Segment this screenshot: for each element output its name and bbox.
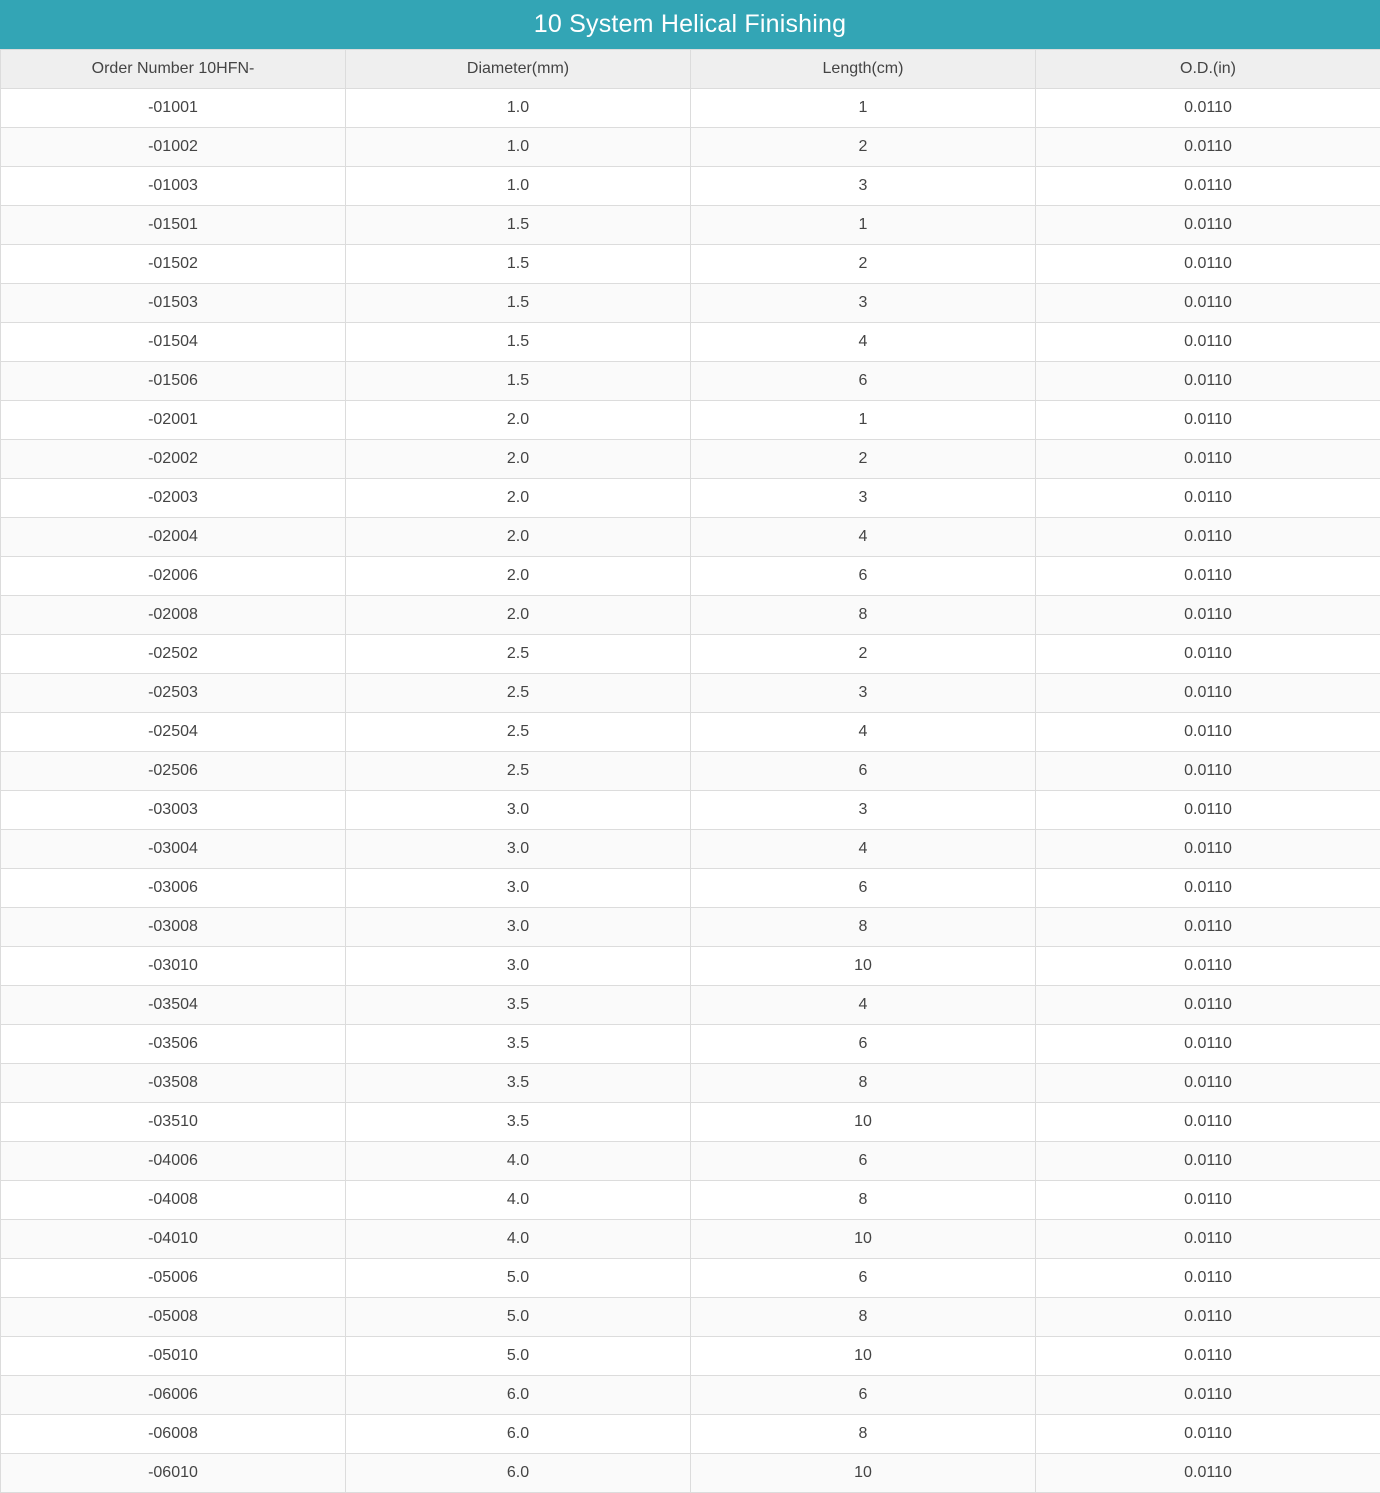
table-row [1, 440, 1380, 479]
order-number-cell: -03004 [1, 830, 346, 869]
table-row [1, 557, 1380, 596]
table-row [1, 674, 1380, 713]
od-cell: 0.0110 [1036, 596, 1380, 635]
table-row [1, 1064, 1380, 1103]
diameter-cell: 2.0 [346, 479, 691, 518]
table-row [1, 791, 1380, 830]
diameter-cell: 3.5 [346, 1103, 691, 1142]
diameter-cell: 6.0 [346, 1415, 691, 1454]
length-cell: 10 [691, 947, 1036, 986]
order-number-cell: -06008 [1, 1415, 346, 1454]
od-cell: 0.0110 [1036, 128, 1380, 167]
od-cell: 0.0110 [1036, 674, 1380, 713]
order-number-cell: -03003 [1, 791, 346, 830]
od-cell: 0.0110 [1036, 947, 1380, 986]
diameter-cell: 1.5 [346, 206, 691, 245]
table-row [1, 1454, 1380, 1493]
diameter-cell: 3.0 [346, 947, 691, 986]
od-cell: 0.0110 [1036, 401, 1380, 440]
order-number-cell: -04006 [1, 1142, 346, 1181]
length-cell: 6 [691, 557, 1036, 596]
order-number-cell: -04010 [1, 1220, 346, 1259]
length-cell: 6 [691, 869, 1036, 908]
od-cell: 0.0110 [1036, 440, 1380, 479]
column-header-order-number: Order Number 10HFN- [1, 50, 346, 89]
diameter-cell: 1.5 [346, 323, 691, 362]
od-cell: 0.0110 [1036, 557, 1380, 596]
table-row [1, 167, 1380, 206]
od-cell: 0.0110 [1036, 908, 1380, 947]
length-cell: 2 [691, 635, 1036, 674]
od-cell: 0.0110 [1036, 830, 1380, 869]
length-cell: 3 [691, 167, 1036, 206]
order-number-cell: -02506 [1, 752, 346, 791]
order-number-cell: -05010 [1, 1337, 346, 1376]
diameter-cell: 1.5 [346, 245, 691, 284]
table-row [1, 479, 1380, 518]
diameter-cell: 2.0 [346, 557, 691, 596]
order-number-cell: -03006 [1, 869, 346, 908]
od-cell: 0.0110 [1036, 1103, 1380, 1142]
order-number-cell: -03510 [1, 1103, 346, 1142]
order-number-cell: -01003 [1, 167, 346, 206]
length-cell: 2 [691, 245, 1036, 284]
od-cell: 0.0110 [1036, 479, 1380, 518]
length-cell: 3 [691, 284, 1036, 323]
od-cell: 0.0110 [1036, 1025, 1380, 1064]
od-cell: 0.0110 [1036, 1181, 1380, 1220]
length-cell: 4 [691, 518, 1036, 557]
diameter-cell: 2.0 [346, 401, 691, 440]
length-cell: 6 [691, 362, 1036, 401]
diameter-cell: 3.5 [346, 1064, 691, 1103]
length-cell: 2 [691, 440, 1036, 479]
table-row [1, 869, 1380, 908]
od-cell: 0.0110 [1036, 1376, 1380, 1415]
od-cell: 0.0110 [1036, 323, 1380, 362]
table-body [1, 89, 1380, 1493]
diameter-cell: 1.0 [346, 167, 691, 206]
order-number-cell: -01502 [1, 245, 346, 284]
diameter-cell: 3.0 [346, 908, 691, 947]
order-number-cell: -03506 [1, 1025, 346, 1064]
table-row [1, 323, 1380, 362]
diameter-cell: 1.0 [346, 89, 691, 128]
table-row [1, 518, 1380, 557]
od-cell: 0.0110 [1036, 1142, 1380, 1181]
table-row [1, 752, 1380, 791]
table-row [1, 713, 1380, 752]
diameter-cell: 1.5 [346, 362, 691, 401]
od-cell: 0.0110 [1036, 1337, 1380, 1376]
length-cell: 1 [691, 206, 1036, 245]
table-row [1, 1025, 1380, 1064]
diameter-cell: 3.5 [346, 986, 691, 1025]
table-row [1, 284, 1380, 323]
order-number-cell: -03508 [1, 1064, 346, 1103]
column-header-length: Length(cm) [691, 50, 1036, 89]
diameter-cell: 2.5 [346, 674, 691, 713]
diameter-cell: 3.0 [346, 830, 691, 869]
table-row [1, 362, 1380, 401]
table-row [1, 830, 1380, 869]
length-cell: 8 [691, 1298, 1036, 1337]
order-number-cell: -04008 [1, 1181, 346, 1220]
od-cell: 0.0110 [1036, 245, 1380, 284]
order-number-cell: -02004 [1, 518, 346, 557]
length-cell: 3 [691, 791, 1036, 830]
od-cell: 0.0110 [1036, 1298, 1380, 1337]
length-cell: 8 [691, 1064, 1036, 1103]
table-row [1, 1337, 1380, 1376]
table-row [1, 986, 1380, 1025]
length-cell: 8 [691, 1181, 1036, 1220]
table-row [1, 947, 1380, 986]
od-cell: 0.0110 [1036, 362, 1380, 401]
order-number-cell: -06010 [1, 1454, 346, 1493]
order-number-cell: -01503 [1, 284, 346, 323]
diameter-cell: 2.0 [346, 596, 691, 635]
length-cell: 4 [691, 830, 1036, 869]
od-cell: 0.0110 [1036, 284, 1380, 323]
table-header [1, 50, 1380, 89]
diameter-cell: 2.5 [346, 752, 691, 791]
order-number-cell: -01501 [1, 206, 346, 245]
length-cell: 10 [691, 1454, 1036, 1493]
length-cell: 6 [691, 1142, 1036, 1181]
diameter-cell: 4.0 [346, 1181, 691, 1220]
table-row [1, 89, 1380, 128]
table-row [1, 206, 1380, 245]
diameter-cell: 5.0 [346, 1337, 691, 1376]
table-row [1, 401, 1380, 440]
table-title: 10 System Helical Finishing [0, 0, 1380, 49]
diameter-cell: 5.0 [346, 1298, 691, 1337]
od-cell: 0.0110 [1036, 752, 1380, 791]
order-number-cell: -01002 [1, 128, 346, 167]
length-cell: 8 [691, 1415, 1036, 1454]
order-number-cell: -01506 [1, 362, 346, 401]
length-cell: 4 [691, 323, 1036, 362]
table-row [1, 635, 1380, 674]
length-cell: 4 [691, 713, 1036, 752]
length-cell: 3 [691, 479, 1036, 518]
table-row [1, 245, 1380, 284]
length-cell: 6 [691, 1376, 1036, 1415]
diameter-cell: 6.0 [346, 1376, 691, 1415]
length-cell: 10 [691, 1103, 1036, 1142]
length-cell: 6 [691, 752, 1036, 791]
spec-table [0, 49, 1380, 1493]
od-cell: 0.0110 [1036, 167, 1380, 206]
length-cell: 6 [691, 1259, 1036, 1298]
diameter-cell: 6.0 [346, 1454, 691, 1493]
diameter-cell: 2.5 [346, 635, 691, 674]
od-cell: 0.0110 [1036, 986, 1380, 1025]
order-number-cell: -01504 [1, 323, 346, 362]
order-number-cell: -02003 [1, 479, 346, 518]
table-row [1, 596, 1380, 635]
od-cell: 0.0110 [1036, 791, 1380, 830]
order-number-cell: -02002 [1, 440, 346, 479]
table-row [1, 1103, 1380, 1142]
length-cell: 3 [691, 674, 1036, 713]
order-number-cell: -03504 [1, 986, 346, 1025]
od-cell: 0.0110 [1036, 869, 1380, 908]
table-row [1, 1415, 1380, 1454]
table-row [1, 1259, 1380, 1298]
diameter-cell: 4.0 [346, 1220, 691, 1259]
order-number-cell: -05008 [1, 1298, 346, 1337]
table-row [1, 1181, 1380, 1220]
diameter-cell: 1.5 [346, 284, 691, 323]
length-cell: 2 [691, 128, 1036, 167]
diameter-cell: 4.0 [346, 1142, 691, 1181]
length-cell: 8 [691, 596, 1036, 635]
column-header-od: O.D.(in) [1036, 50, 1380, 89]
diameter-cell: 5.0 [346, 1259, 691, 1298]
table-row [1, 1142, 1380, 1181]
order-number-cell: -02502 [1, 635, 346, 674]
od-cell: 0.0110 [1036, 1220, 1380, 1259]
diameter-cell: 3.0 [346, 791, 691, 830]
od-cell: 0.0110 [1036, 635, 1380, 674]
table-row [1, 1376, 1380, 1415]
table-row [1, 908, 1380, 947]
od-cell: 0.0110 [1036, 1259, 1380, 1298]
od-cell: 0.0110 [1036, 518, 1380, 557]
length-cell: 6 [691, 1025, 1036, 1064]
diameter-cell: 3.0 [346, 869, 691, 908]
od-cell: 0.0110 [1036, 89, 1380, 128]
order-number-cell: -02503 [1, 674, 346, 713]
table-row [1, 1298, 1380, 1337]
order-number-cell: -02008 [1, 596, 346, 635]
diameter-cell: 2.5 [346, 713, 691, 752]
order-number-cell: -01001 [1, 89, 346, 128]
order-number-cell: -02001 [1, 401, 346, 440]
table-row [1, 128, 1380, 167]
od-cell: 0.0110 [1036, 1415, 1380, 1454]
diameter-cell: 2.0 [346, 440, 691, 479]
od-cell: 0.0110 [1036, 713, 1380, 752]
od-cell: 0.0110 [1036, 1064, 1380, 1103]
length-cell: 1 [691, 401, 1036, 440]
diameter-cell: 1.0 [346, 128, 691, 167]
order-number-cell: -03010 [1, 947, 346, 986]
od-cell: 0.0110 [1036, 206, 1380, 245]
length-cell: 10 [691, 1337, 1036, 1376]
column-header-diameter: Diameter(mm) [346, 50, 691, 89]
length-cell: 4 [691, 986, 1036, 1025]
length-cell: 8 [691, 908, 1036, 947]
diameter-cell: 3.5 [346, 1025, 691, 1064]
order-number-cell: -02006 [1, 557, 346, 596]
od-cell: 0.0110 [1036, 1454, 1380, 1493]
order-number-cell: -02504 [1, 713, 346, 752]
length-cell: 1 [691, 89, 1036, 128]
order-number-cell: -06006 [1, 1376, 346, 1415]
header-row [1, 50, 1380, 89]
diameter-cell: 2.0 [346, 518, 691, 557]
order-number-cell: -05006 [1, 1259, 346, 1298]
table-row [1, 1220, 1380, 1259]
length-cell: 10 [691, 1220, 1036, 1259]
order-number-cell: -03008 [1, 908, 346, 947]
